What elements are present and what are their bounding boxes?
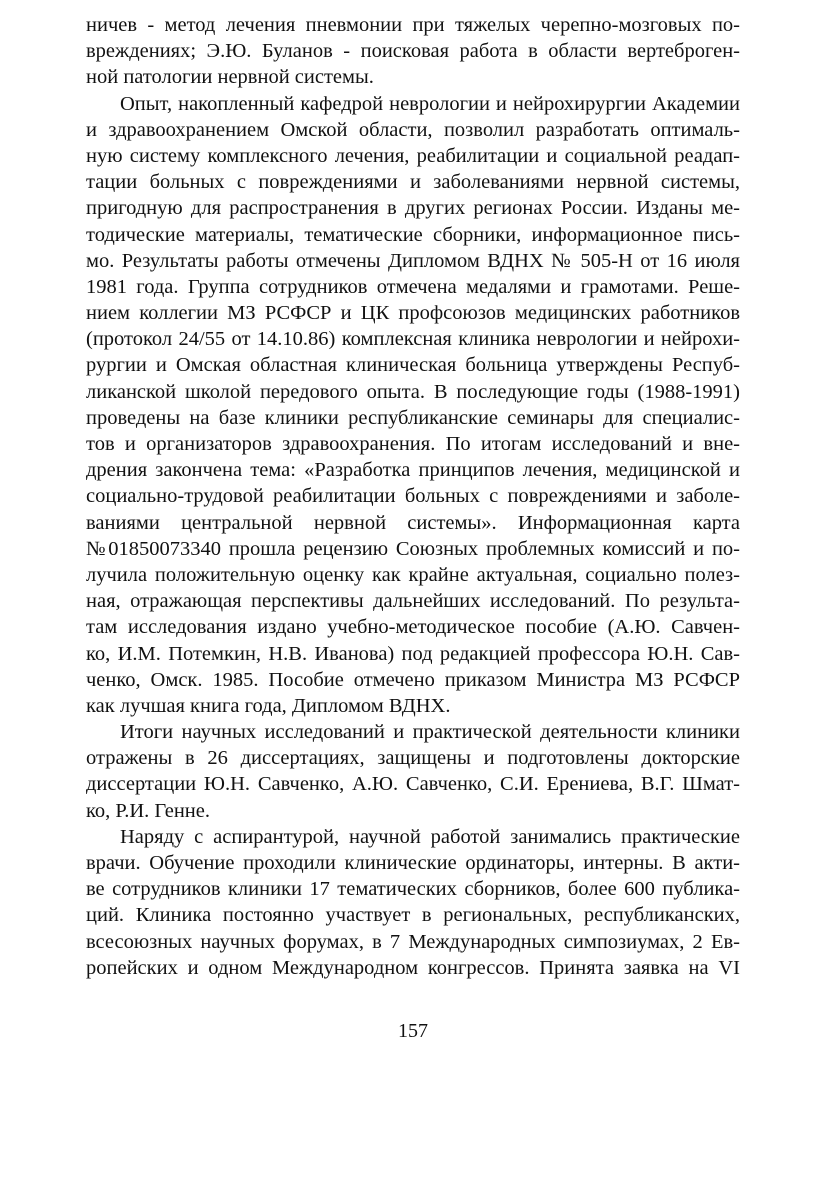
text-line: тодические материалы, тематические сборники, информационное пись- [86, 223, 740, 246]
text-line: №01850073340 прошла рецензию Союзных проблемных комиссий и по- [86, 537, 740, 560]
text-line: ченко, Омск. 1985. Пособие отмечено приказом Министра МЗ РСФСР [86, 668, 740, 691]
paragraph-4 [86, 824, 740, 981]
paragraph-1 [86, 12, 740, 91]
text-line: ко, Р.И. Генне. [86, 799, 210, 822]
text-line: тов и организаторов здравоохранения. По итогам исследований и вне- [86, 433, 740, 455]
page-body [86, 12, 740, 981]
paragraph-2 [86, 91, 740, 720]
text-line: всесоюзных научных форумах, в 7 Международных симпозиумах, 2 Ев- [86, 930, 740, 953]
text-line: пригодную для распространения в других регионах России. Изданы ме- [86, 197, 740, 220]
text-line: ной патологии нервной системы. [86, 66, 374, 89]
text-line: тации больных с повреждениями и заболеваниями нервной системы, [86, 171, 740, 194]
text-line: лучила положительную оценку как крайне актуальная, социально полез- [86, 563, 740, 586]
text-line: рургии и Омская областная клиническая больница утверждены Респуб- [86, 354, 740, 377]
text-line: социально-трудовой реабилитации больных с повреждениями и заболе- [86, 485, 740, 508]
text-line: ваниями центральной нервной системы». Информационная карта [86, 511, 740, 534]
text-line: (протокол 24/55 от 14.10.86) комплексная клиника неврологии и нейрохи- [86, 328, 740, 351]
text-line: ликанской школой передового опыта. В последующие годы (1988-1991) [86, 380, 740, 403]
text-line: дрения закончена тема: «Разработка принципов лечения, медицинской и [86, 459, 740, 482]
text-line: диссертации Ю.Н. Савченко, А.Ю. Савченко, С.И. Ерениева, В.Г. Шмат- [86, 773, 740, 796]
text-line: ций. Клиника постоянно участвует в региональных, республиканских, [86, 904, 740, 927]
text-line: Наряду с аспирантурой, научной работой занимались практические [120, 825, 740, 848]
paragraph-3 [86, 719, 740, 824]
text-line: нием коллегии МЗ РСФСР и ЦК профсоюзов медицинских работников [86, 302, 740, 325]
text-line: и здравоохранением Омской области, позволил разработать оптималь- [86, 118, 740, 141]
text-line: ве сотрудников клиники 17 тематических сборников, более 600 публика- [86, 878, 740, 901]
text-line: ничев - метод лечения пневмонии при тяжелых черепно-мозговых по- [86, 14, 740, 36]
text-line: отражены в 26 диссертациях, защищены и подготовлены докторские [86, 747, 740, 770]
text-line: проведены на базе клиники республиканские семинары для специалис- [86, 406, 740, 429]
text-line: ко, И.М. Потемкин, Н.В. Иванова) под редакцией профессора Ю.Н. Сав- [86, 642, 740, 665]
text-line: ропейских и одном Международном конгрессов. Принята заявка на VI [86, 956, 740, 979]
text-line: там исследования издано учебно-методическое пособие (А.Ю. Савчен- [86, 616, 740, 639]
text-line: мо. Результаты работы отмечены Дипломом ВДНХ № 505-Н от 16 июля [86, 249, 740, 272]
text-line: ная, отражающая перспективы дальнейших исследований. По результа- [86, 590, 740, 613]
text-line: Опыт, накопленный кафедрой неврологии и нейрохирургии Академии [120, 92, 740, 115]
text-line: врачи. Обучение проходили клинические ординаторы, интерны. В акти- [86, 852, 740, 874]
text-line: ную систему комплексного лечения, реабилитации и социальной реадап- [86, 144, 740, 167]
text-line: вреждениях; Э.Ю. Буланов - поисковая работа в области вертеброген- [86, 40, 740, 63]
text-line: как лучшая книга года, Дипломом ВДНХ. [86, 694, 451, 717]
text-line: 1981 года. Группа сотрудников отмечена медалями и грамотами. Реше- [86, 275, 740, 298]
page-number: 157 [398, 1020, 428, 1042]
text-line: Итоги научных исследований и практической деятельности клиники [120, 721, 740, 744]
